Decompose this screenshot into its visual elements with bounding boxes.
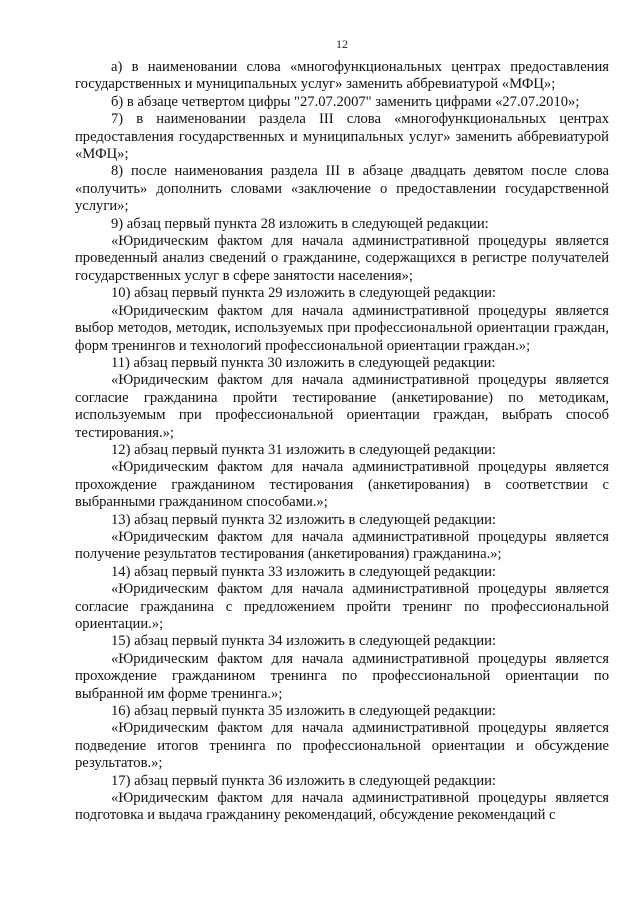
paragraph: «Юридическим фактом для начала административной процедуры является подведение итогов тренинга по профессиональной ориентации и обсуждение результатов.»; [75, 720, 609, 772]
document-page [75, 0, 609, 905]
paragraph: 7) в наименовании раздела III слова «многофункциональных центрах предоставления государственных и муниципальных услуг» заменить аббревиатурой «МФЦ»; [75, 111, 609, 163]
paragraph: «Юридическим фактом для начала административной процедуры является проведенный анализ сведений о гражданине, содержащихся в регистре получателей государственных услуг в сфере занятости населения»; [75, 233, 609, 284]
paragraph: «Юридическим фактом для начала административной процедуры является получение результатов тестирования (анкетирования) гражданина.»; [75, 528, 609, 563]
paragraph: «Юридическим фактом для начала административной процедуры является прохождение гражданином тренинга по профессиональной ориентации по выбранной им форме тренинга.»; [75, 650, 609, 702]
paragraph: 11) абзац первый пункта 30 изложить в следующей редакции: [111, 354, 496, 371]
paragraph: «Юридическим фактом для начала административной процедуры является согласие гражданина с предложением пройти тренинг по профессиональной ориентации.»; [75, 581, 609, 632]
paragraph: 17) абзац первый пункта 36 изложить в следующей редакции: [111, 772, 496, 789]
paragraph: а) в наименовании слова «многофункциональных центрах предоставления государственных и муниципальных услуг» заменить аббревиатурой «МФЦ»; [75, 59, 609, 93]
paragraph: 13) абзац первый пункта 32 изложить в следующей редакции: [111, 511, 496, 528]
paragraph: 14) абзац первый пункта 33 изложить в следующей редакции: [111, 563, 496, 580]
paragraph: «Юридическим фактом для начала административной процедуры является прохождение гражданином тестирования (анкетирования) в соответствии с выбранными гражданином способами.»; [75, 459, 609, 511]
paragraph: 16) абзац первый пункта 35 изложить в следующей редакции: [111, 703, 496, 720]
paragraph: 8) после наименования раздела III в абзаце двадцать девятом после слова «получить» дополнить словами «заключение о предоставлении государственной услуги»; [75, 163, 609, 215]
paragraph: «Юридическим фактом для начала административной процедуры является выбор методов, методик, используемых при профессиональной ориентации граждан, форм тренингов и технологий профессиональной ориентации граждан.»; [75, 302, 609, 354]
paragraph: «Юридическим фактом для начала административной процедуры является подготовка и выдача гражданину рекомендаций, обсуждение рекомендаций с [75, 790, 609, 824]
paragraph: 9) абзац первый пункта 28 изложить в следующей редакции: [111, 215, 489, 232]
paragraph: 12) абзац первый пункта 31 изложить в следующей редакции: [111, 441, 496, 458]
paragraph: 15) абзац первый пункта 34 изложить в следующей редакции: [111, 633, 496, 650]
paragraph: б) в абзаце четвертом цифры "27.07.2007" заменить цифрами «27.07.2010»; [111, 93, 580, 110]
document-body [75, 59, 609, 825]
paragraph: 10) абзац первый пункта 29 изложить в следующей редакции: [111, 285, 496, 302]
page-number: 12 [336, 37, 348, 51]
paragraph: «Юридическим фактом для начала административной процедуры является согласие гражданина пройти тестирование (анкетирование) по методикам, используемым при профессиональной ориентации граждан, выбрать способ тестирования.»; [75, 372, 609, 441]
